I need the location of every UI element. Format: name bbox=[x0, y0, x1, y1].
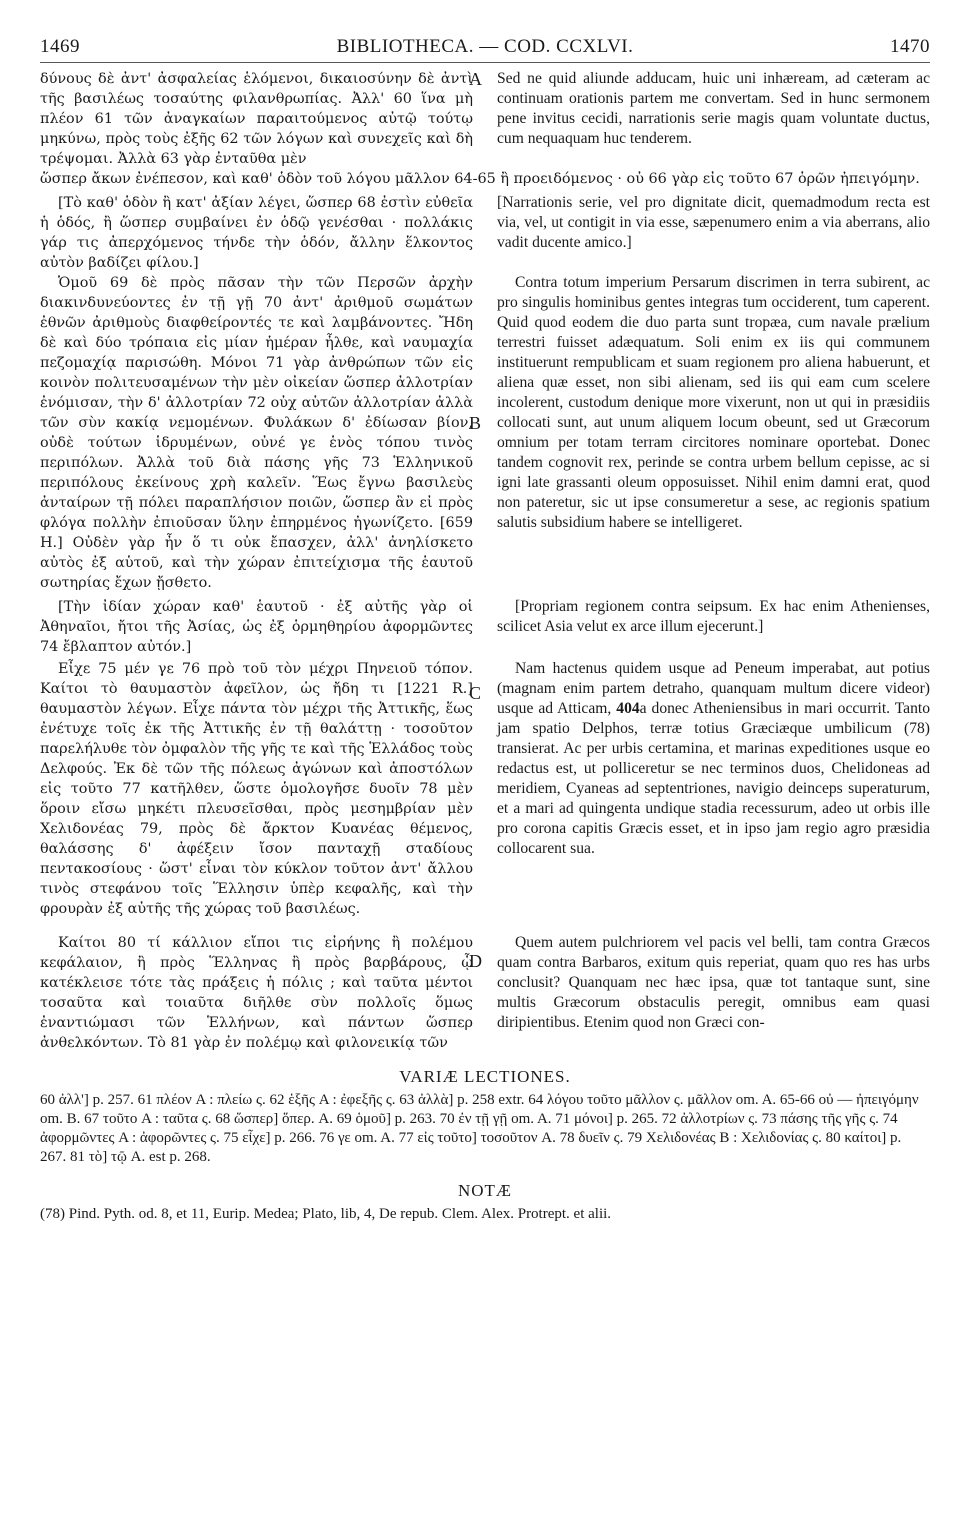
column-marker: 404 bbox=[616, 700, 640, 717]
page bbox=[40, 36, 930, 1224]
notae-text: (78) Pind. Pyth. od. 8, et 11, Eurip. Medea; Plato, lib, 4, De repub. Clem. Alex. Protrept. et alii. bbox=[40, 1206, 612, 1222]
greek-paragraph: Ὁμοῦ 69 δὲ πρὸς πᾶσαν τὴν τῶν Περσῶν ἀρχὴν διακινδυνεύοντες ἐν τῇ γῇ 70 ἀντ' ἀριθμοῦ σωμάτων ἐθνῶν ἀριθμοὺς διαφθείροντές τε καὶ λαμβάνοντες. Ἤδη δὲ καὶ δύο τρόπαια εἰς μίαν ἡμέραν ἦλθε, καὶ ναυμαχία πεζομαχίᾳ παρισώθη. Μόνοι 71 γὰρ ἀνθρώπων τῶν εἰς κοινὸν πολιτευσαμένων τὴν μὲν οἰκείαν ὥσπερ ἀλλοτρίαν ἐνόμισαν, τὴν δ' ἀλλοτρίαν 72 οὐχ αὑτῶν ἀλλοτρίαν ἀλλὰ τῶν σὺν κακίᾳ νεμομένων. Φυλάκων δ' ἐδίωσαν βίον, οὐδὲ τούτων ἱδρυμένων, οὐνέ γε ἑνὸς τόπου τινὸς περιπόλων. Ἀλλὰ τοῦ διὰ πάσης γῆς 73 Ἑλληνικοῦ περιπόλους ἐκείνους χρὴ καλεῖν. Ἕως ἔγνω βασιλεὺς ἀνταίρων τῇ πόλει παραπλήσιον ποιῶν, ὥσπερ ἂν εἰ πρὸς φλόγα πολλὴν ἐπιοῦσαν ὕλην ἐπηρμένος ἠγωνίζετο. [659 H.] Οὐδὲν γὰρ ἦν ὅ τι οὐκ ἔπασχεν, ἀλλ' ἀνηλίσκετο αὐτὸς ἐξ αὑτοῦ, καὶ τὴν χώραν ἐπιτείχισμα τῆς ἑαυτοῦ σωτηρίας ἔχων ᾔσθετο. bbox=[40, 275, 473, 591]
latin-paragraph: Quem autem pulchriorem vel pacis vel belli, tam contra Græcos quam contra Barbaros, exitum quis reperiat, quam quo res has urbs conclusit? Quanquam nec hæc ipsa, quæ tot tantaque sunt, sine multis Græcorum obstaculis peregit, omnibus eam quasi diripientibus. Etenim quod non Græci con- bbox=[497, 934, 930, 1031]
margin-letter-d: D bbox=[469, 951, 482, 971]
latin-paragraph bbox=[497, 659, 930, 859]
notae-title: NOTÆ bbox=[457, 1181, 513, 1200]
greek-full-line: ὥσπερ ἄκων ἐνέπεσον, καὶ καθ' ὁδὸν τοῦ λόγου μᾶλλον 64-65 ἢ προειδόμενος · οὐ 66 γὰρ εἰς τοῦτο 67 ὁρῶν ἠπειγόμην. bbox=[40, 171, 920, 187]
variae-text: 60 ἀλλ'] p. 257. 61 πλέον A : πλείω ς. 62 ἑξῆς A : ἐφεξῆς ς. 63 ἀλλὰ] p. 258 extr. 64 λόγου τοῦτο μᾶλλον ς. μᾶλλον om. A. 65-66 οὐ — ἠπειγόμην om. B. 67 τοῦτο A : ταῦτα ς. 68 ὥσπερ] ὅπερ. A. 69 ὁμοῦ] p. 263. 70 ἐν τῇ γῇ om. A. 71 μόνοι] p. 265. 72 ἀλλοτρίων ς. 73 πάσης τῆς γῆς ς. 74 ἀφορμῶντες A : ἀφορῶντες ς. 75 εἶχε] p. 266. 76 γε om. A. 77 εἰς τοῦτο] τοσοῦτον A. 78 δυεῖν ς. 79 Χελιδονέας B : Χελιδονίας ς. 80 καίτοι] p. 267. 81 τὸ] τῷ A. est p. 268. bbox=[40, 1092, 919, 1165]
greek-column bbox=[40, 933, 473, 1053]
margin-letter-a: A bbox=[469, 69, 482, 89]
page-number-right: 1470 bbox=[890, 36, 930, 57]
parallel-block bbox=[40, 273, 930, 593]
parallel-block bbox=[40, 659, 930, 919]
parallel-block bbox=[40, 69, 930, 169]
latin-text-a: Nam hactenus quidem usque ad Peneum imperabat, aut potius (magnam enim partem detraho, quanquam multum dicere videor) usque ad Atticam, bbox=[497, 660, 930, 717]
greek-paragraph: δύνους δὲ ἀντ' ἀσφαλείας ἑλόμενοι, δικαιοσύνην δὲ ἀντὶ τῆς βασιλέως τοσαύτης φιλανθρωπίας. Ἀλλ' 60 ἵνα μὴ πλέον 61 τῶν ἀναγκαίων παραιτούμενος αὐτῷ τούτῳ μηκύνω, πρὸς τοὺς ἐξῆς 62 τῶν λόγων καὶ συνεχεῖς καὶ δὴ τρέψομαι. Ἀλλὰ 63 γὰρ ἐνταῦθα μὲν bbox=[40, 71, 473, 167]
latin-column bbox=[497, 273, 930, 593]
latin-text-b: a donec Atheniensibus in mari occurrit. Tanto jam spatio Delphos, terræ totius Græciæque umbilicum (78) transierat. Ac per urbis certamina, et marinas expeditiones usque eo redactus est, ut polliceretur se nec terminos duos, Chelidoneas ad meridiem, Cyaneas ad septentriones, navigio deinceps superaturum, et a mari ad quingenta undique stadia recessurum, adeo ut orbis ille pro corona capitis Græcis esset, et in ipso jam regio agro præsidia collocarent sua. bbox=[497, 700, 931, 857]
greek-paragraph: [Τὸ καθ' ὁδὸν ἢ κατ' ἀξίαν λέγει, ὥσπερ 68 ἐστὶν εὐθεῖα ἡ ὁδός, ἢ ὥσπερ συμβαίνει ἐν ὁδῷ γενέσθαι · πολλάκις γάρ τις ἀπερχόμενος τήνδε τὴν ὁδόν, ἄλλην ἕλκοντος αὐτὸν βαδίζει φίλου.] bbox=[40, 195, 473, 271]
running-title: BIBLIOTHECA. — COD. CCXLVI. bbox=[336, 36, 634, 57]
latin-paragraph: [Propriam regionem contra seipsum. Ex hac enim Athenienses, scilicet Asia velut ex arce illum ejecerunt.] bbox=[497, 598, 930, 635]
greek-paragraph: [Τὴν ἰδίαν χώραν καθ' ἑαυτοῦ · ἐξ αὐτῆς γὰρ οἱ Ἀθηναῖοι, ἤτοι τῆς Ἀσίας, ὡς ἐξ ὁρμηθηρίου ἀφορμῶντες 74 ἔβλαπτον αὐτόν.] bbox=[40, 599, 473, 655]
variae-title: VARIÆ LECTIONES. bbox=[399, 1067, 571, 1086]
latin-column bbox=[497, 597, 930, 657]
latin-column bbox=[497, 659, 930, 919]
latin-paragraph: Contra totum imperium Persarum discrimen in terra subirent, ac pro singulis hominibus gentes integras tum occiderent, tum caperent. Quid quod eodem die duo parta sunt tropæa, cum navale prælium terrestri fuisset adæquatum. Soli enim ex iis qui communem instituerunt rempublicam et suam regionem pro aliena habuerunt, et aliena quæ esset, non sibi alienam, sed iis qui eam cum scelere incolerent, custodum denique more vixerunt, non ut qui in præsidiis collocati sunt, aut unum aliquem locum obeunt, sed ut Græcorum omnium per totam terram circitores nominare oportebat. Donec tandem cognovit rex, perinde se contra urbem bellum cepisse, ac si igni late grassanti oleum opposuisset. Nihil enim damni erat, quod non pateretur, sic ut ipse consumeretur a sese, ac regionis spatium salutis subsidium habere se intelligeret. bbox=[497, 274, 930, 531]
greek-column bbox=[40, 69, 473, 169]
greek-column bbox=[40, 597, 473, 657]
margin-letter-b: B bbox=[469, 413, 482, 433]
latin-column bbox=[497, 193, 930, 273]
latin-paragraph: Sed ne quid aliunde adducam, huic uni inhæream, ad cæteram ac continuam orationis partem me convertam. Sed in hunc sermonem pene invitus cecidi, narrationis serie magis quam voluntate ductus, cum nequaquam huc tenderem. bbox=[497, 70, 930, 147]
greek-column bbox=[40, 273, 473, 593]
greek-column bbox=[40, 659, 473, 919]
latin-paragraph: [Narrationis serie, vel pro dignitate dicit, quemadmodum recta est via, vel, ut contigit in via esse, sæpenumero enim a via aberrans, alio vadit ducente amico.] bbox=[497, 194, 930, 251]
latin-column bbox=[497, 69, 930, 169]
parallel-block bbox=[40, 193, 930, 273]
margin-letter-c: C bbox=[469, 683, 482, 703]
greek-paragraph: Εἶχε 75 μέν γε 76 πρὸ τοῦ τὸν μέχρι Πηνειοῦ τόπον. Καίτοι τὸ θαυμαστὸν ἀφεῖλον, ὡς ἤδη τι [1221 R.] θαυμαστὸν λέγων. Εἶχε πάντα τὸν μέχρι τῆς Ἀττικῆς, ἕως ἐνέτυχε τοῖς ἐκ τῆς Ἀττικῆς ἐν τῇ θαλάττῃ · τοσοῦτον παρελήλυθε τὸν ὀμφαλὸν τῆς γῆς τε καὶ τῆς Ἑλλάδος τοὺς Δελφούς. Ἐκ δὲ τῶν τῆς πόλεως ἀγώνων καὶ ἀποστόλων εἰς τοῦτο 77 κατῆλθεν, ὥστε ὁμολογῆσε δυοῖν 78 μὲν ὅροιν εἴσω μηκέτι πλευσεῖσθαι, πρὸς μεσημβρίαν μὲν Χελιδονέας 79, πρὸς δὲ ἄρκτον Κυανέας θέμενος, θαλάσσης δ' ἀφέξειν ἴσον πανταχῇ σταδίους πεντακοσίους · ὥστ' εἶναι τὸν κύκλον τοῦτον ἀντ' ἄλλου τινὸς στεφάνου τοῖς Ἕλλησιν ὑπὲρ κεφαλῆς, καὶ τὴν φρουρὰν ἐξ αὐτῆς τῆς χώρας τοῦ βασιλέως. bbox=[40, 661, 473, 917]
running-header bbox=[40, 36, 930, 63]
parallel-block bbox=[40, 933, 930, 1053]
greek-column bbox=[40, 193, 473, 273]
greek-paragraph: Καίτοι 80 τί κάλλιον εἴποι τις εἰρήνης ἢ πολέμου κεφάλαιον, ἢ πρὸς Ἕλληνας ἢ πρὸς βαρβάρους, ᾧ κατέκλεισε τότε τὰς πράξεις ἡ πόλις ; καὶ ταῦτα μέντοι τοσαῦτα καὶ τοιαῦτα διῆλθε σὺν πολλοῖς ὅμως ἐναντιώμασι τῶν Ἑλλήνων, καὶ πάντων ὥσπερ ἀνθελκόντων. Τὸ 81 γὰρ ἐν πολέμῳ καὶ φιλονεικίᾳ τῶν bbox=[40, 935, 473, 1051]
latin-column bbox=[497, 933, 930, 1053]
page-number-left: 1469 bbox=[40, 36, 80, 57]
parallel-block bbox=[40, 597, 930, 657]
